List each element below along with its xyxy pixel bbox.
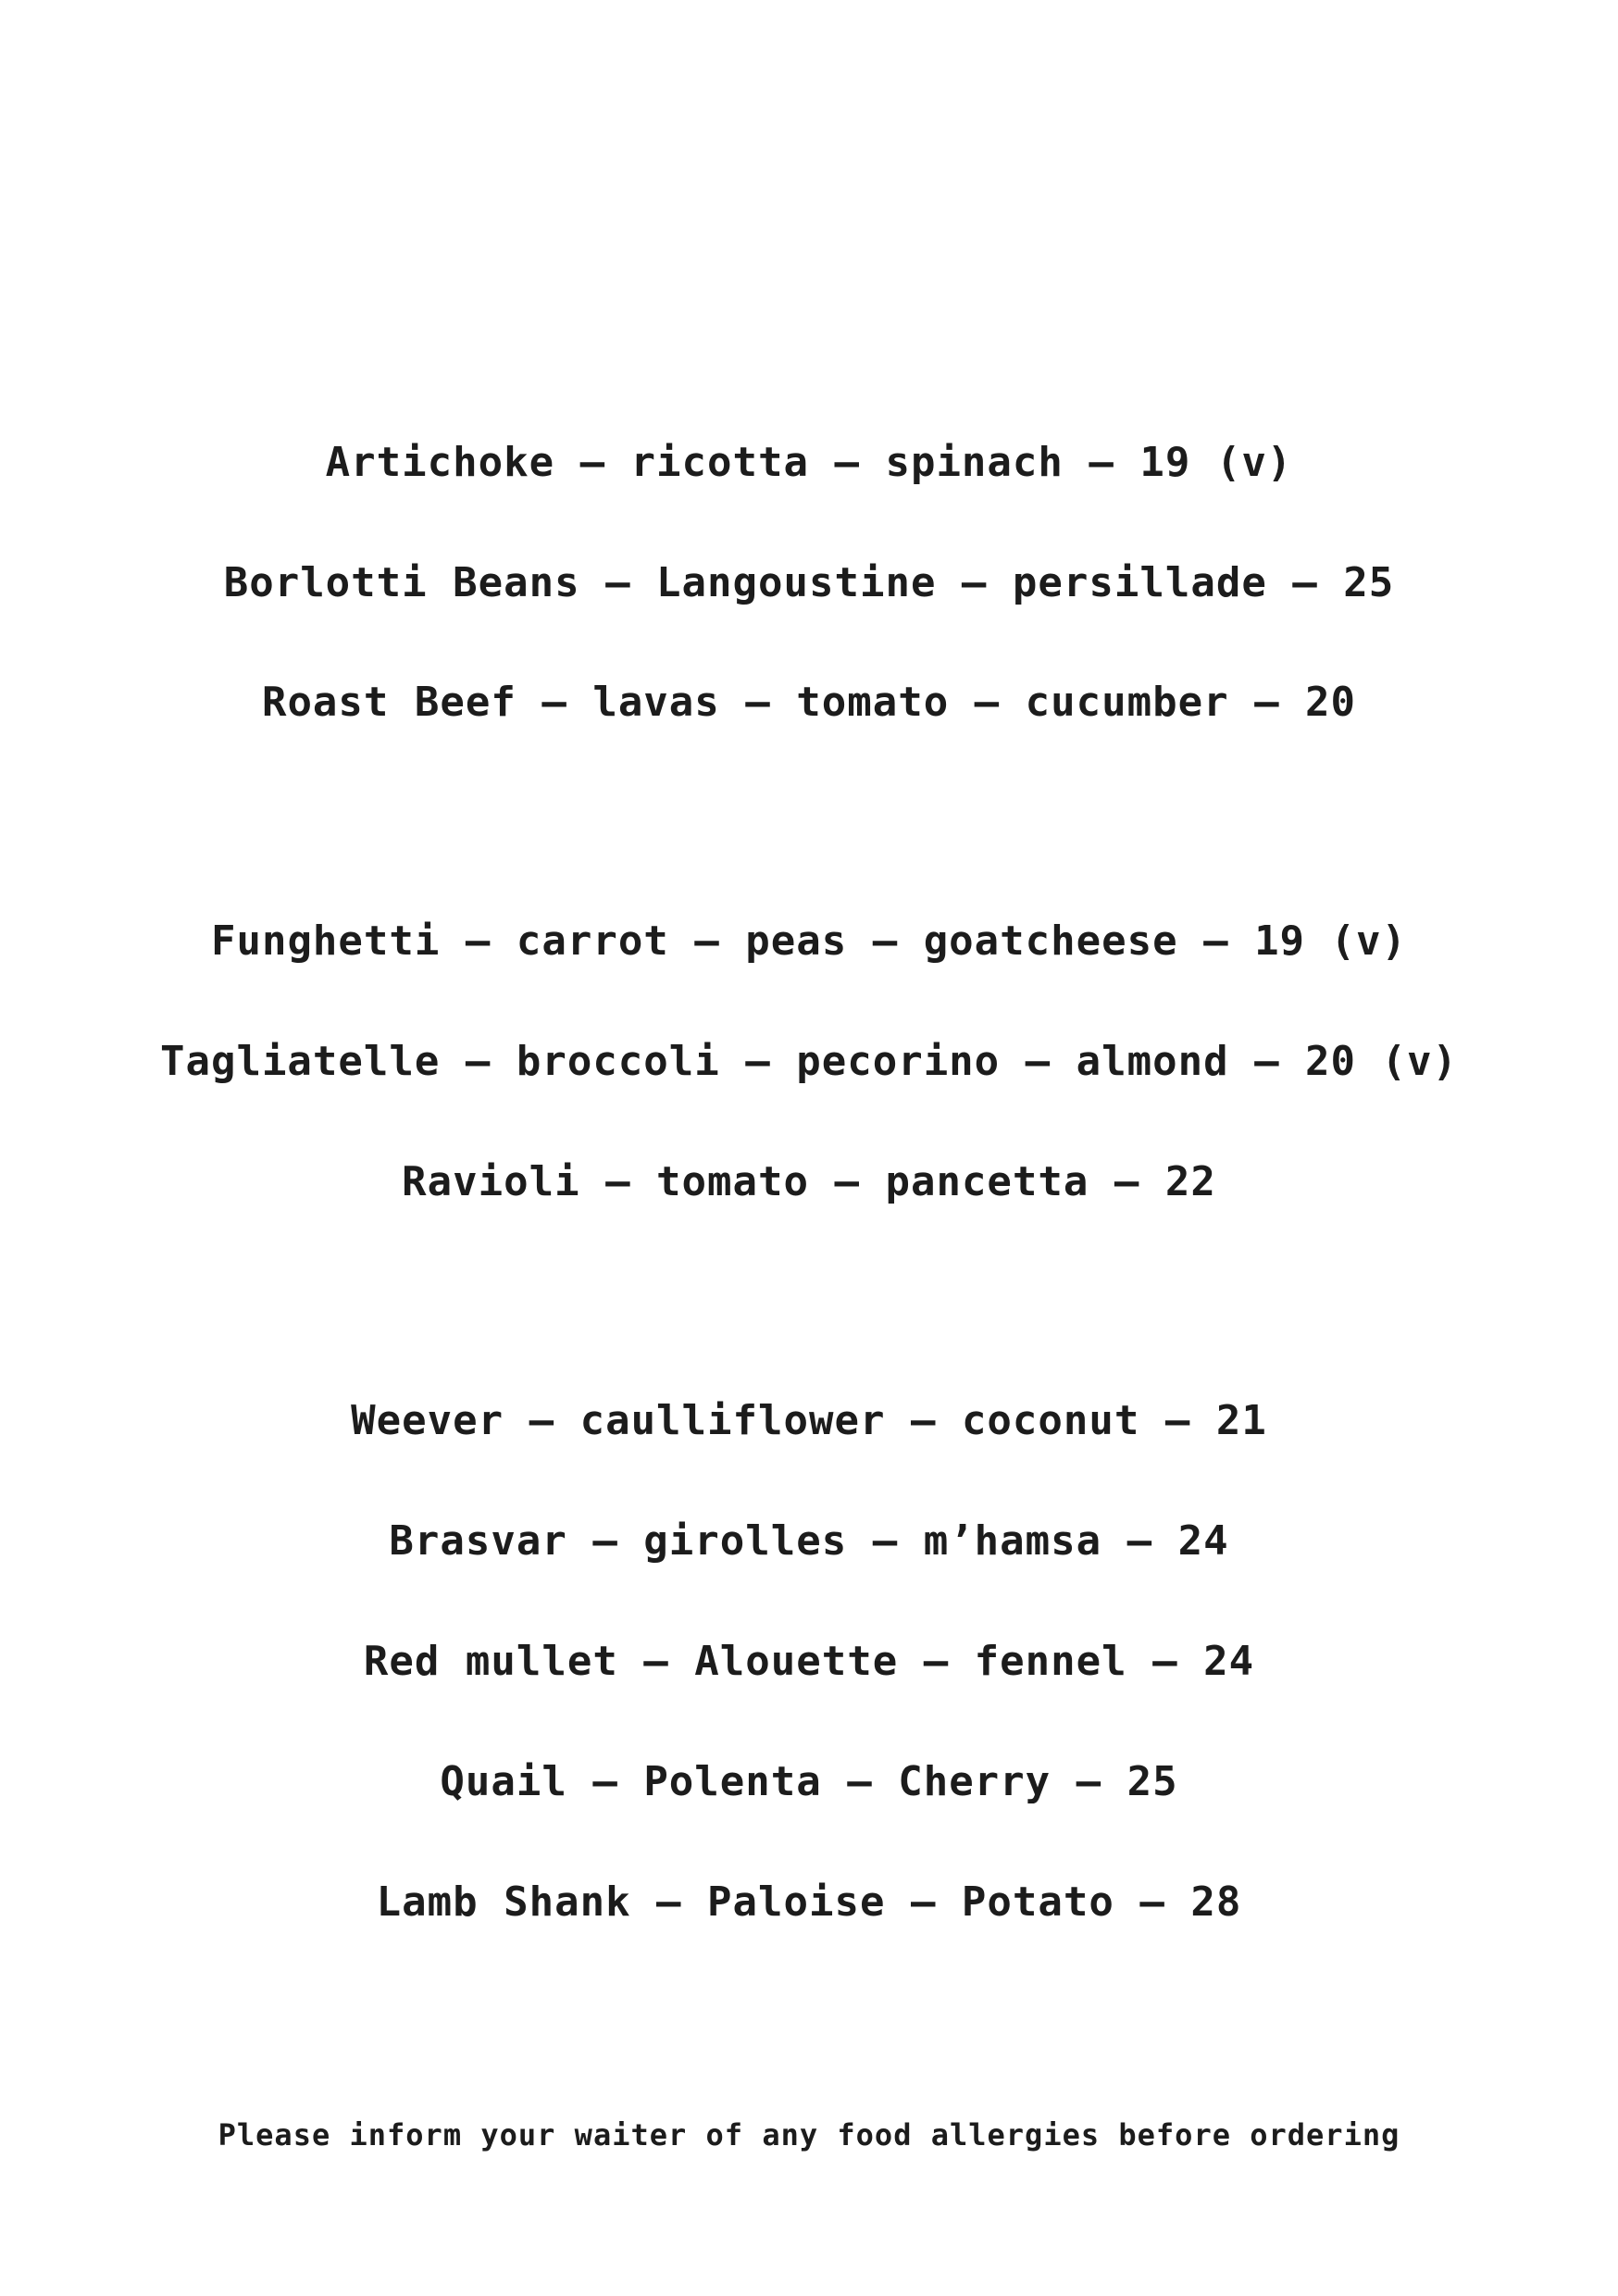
menu-item: Brasvar – girolles – m’hamsa – 24 [389, 1517, 1229, 1565]
menu-item: Artichoke – ricotta – spinach – 19 (v) [325, 439, 1293, 486]
menu-item: Ravioli – tomato – pancetta – 22 [402, 1158, 1216, 1205]
menu-item: Funghetti – carrot – peas – goatcheese – 19 (v) [210, 917, 1408, 965]
menu-item: Weever – caulliflower – coconut – 21 [351, 1397, 1267, 1444]
menu-item: Roast Beef – lavas – tomato – cucumber – 20 [261, 679, 1357, 726]
menu-item: Borlotti Beans – Langoustine – persillade – 25 [223, 559, 1395, 606]
menu-item: Red mullet – Alouette – fennel – 24 [363, 1638, 1255, 1685]
menu-item: Quail – Polenta – Cherry – 25 [440, 1758, 1178, 1805]
allergy-notice: Please inform your waiter of any food allergies before ordering [218, 2117, 1400, 2152]
menu-item: Tagliatelle – broccoli – pecorino – almond – 20 (v) [159, 1038, 1458, 1085]
menu-item: Lamb Shank – Paloise – Potato – 28 [376, 1878, 1242, 1926]
